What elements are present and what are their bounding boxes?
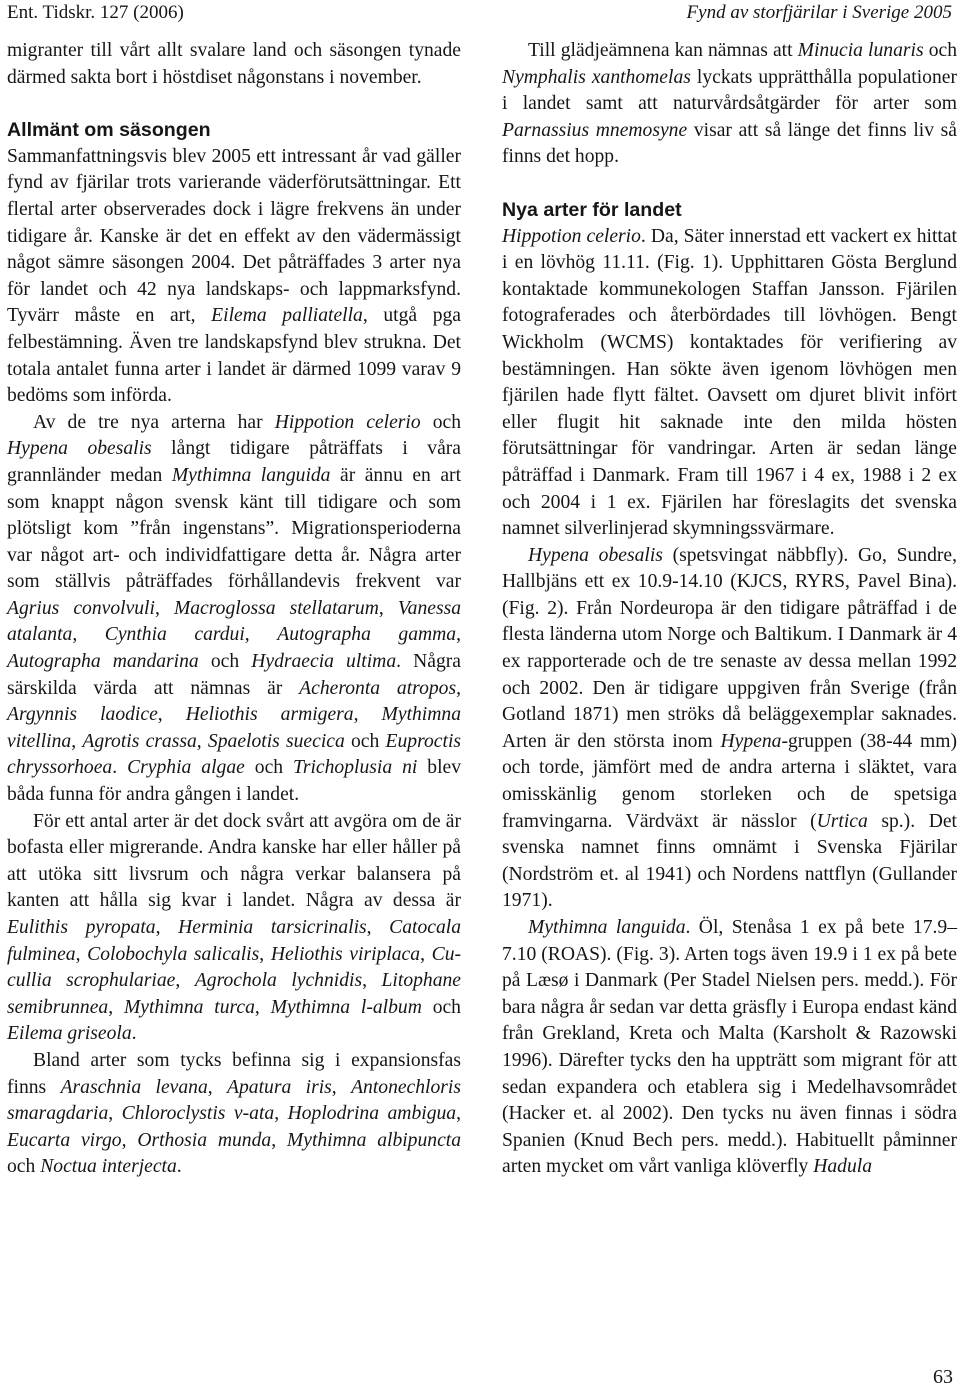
text-run: sp.). Det svenska namnet finns omnämt i Svenska Fjärilar (Nordström et. al 1941) och Nordens nattflyn (Gullander 1971). [502, 810, 957, 912]
paragraph [7, 38, 461, 91]
paragraph [502, 38, 957, 171]
text-run: , [353, 704, 382, 726]
text-run: . [131, 1023, 137, 1045]
species-name: Catocala fulminea [7, 917, 462, 965]
text-run: , [157, 704, 186, 726]
species-name: Hypena obesalis [7, 438, 152, 460]
running-header-title: Fynd av storfjärilar i Sverige 2005 [686, 2, 952, 23]
text-run: . [176, 1156, 182, 1178]
text-run: Till glädjeämnena kan nämnas att [528, 40, 798, 61]
text-run: , [274, 1103, 288, 1125]
species-name: Argynnis laodice [7, 704, 158, 726]
species-name: Agrotis crassa [82, 730, 197, 752]
left-text-column [7, 38, 461, 1181]
species-name: Orthosia munda [137, 1129, 272, 1151]
species-name: Parnassius mnemosyne [502, 119, 688, 141]
text-run: och [344, 730, 386, 752]
text-run: Sammanfattningsvis blev 2005 ett intressant år vad gäller fynd av fjärilar trots varierande väderförutsättningar. Ett flertal arter observerades dock i lägre frekvens än under tidigare år. Kanske är det en effekt av den vädermässigt något sämre säsongen 2004. Det påträffades 3 arter nya för landet och 42 nya landskaps- och lappmarksfynd. Tyvärr måste en art, [7, 145, 461, 327]
species-name: Urtica [816, 810, 868, 832]
species-name: Spaelotis suecica [207, 730, 345, 752]
species-name: Mythimna languida [171, 464, 331, 486]
species-name: Mythimna languida [528, 917, 686, 938]
text-run: , [108, 996, 124, 1018]
species-name: Minucia lunaris [797, 40, 924, 61]
text-run: För ett antal arter är det dock svårt att avgöra om de är bofasta eller migrerande. Andra kanske har eller håller på att utöka sitt livsrum och några verkar balansera på kanten att hålla sig kvar i landet. Några av dessa är [7, 810, 461, 912]
section-heading: Allmänt om säsongen [7, 119, 211, 142]
species-name: Mythimna albipuncta [286, 1129, 462, 1151]
species-name: Heliothis armigera [185, 704, 354, 726]
text-run: långt tidigare påträffats i våra grannländer medan [7, 438, 461, 486]
text-run: , [420, 943, 432, 965]
species-name: Trichoplusia ni [293, 757, 418, 779]
text-run: , [366, 917, 390, 938]
text-run: visar att så länge det finns liv så finns det hopp. [502, 119, 957, 168]
species-name: Apatura iris [227, 1076, 332, 1098]
paragraph [502, 224, 957, 543]
text-run: , [362, 970, 382, 992]
species-name: Macroglossa stellatarum [173, 597, 379, 619]
species-name: Mythimna l-album [270, 996, 422, 1018]
species-name: Antonechloris smaragdaria [7, 1076, 461, 1125]
text-run: lyckats upprätthålla populationer i landet samt att naturvårdsåtgärder för arter som [502, 66, 957, 115]
species-name: Acheronta atropos [299, 677, 457, 699]
species-name: Eucarta virgo [7, 1129, 122, 1151]
text-run: . Några särskilda värda att nämnas är [7, 651, 461, 699]
text-run: , [271, 1129, 287, 1151]
paragraph [7, 144, 461, 410]
species-name: Eilema griseola [7, 1023, 132, 1045]
species-name: Hoplodrina ambigua [287, 1103, 457, 1125]
species-name: Araschnia levana [60, 1076, 208, 1098]
text-run: är ännu en art som knappt någon svensk känt till tidigare och som plötsligt kom ”från ingenstans”. Migrationsperioderna var något art- och individfattigare detta år. Några arter som ställvis påträffades förhållandevis frekvent var [7, 464, 462, 593]
text-run: och [923, 40, 957, 61]
text-run: , [456, 1103, 461, 1125]
species-name: Hippotion celerio [502, 225, 641, 247]
text-run: , [259, 943, 271, 965]
text-run: , [72, 624, 105, 646]
text-run: , [75, 943, 88, 965]
running-header-journal: Ent. Tidskr. 127 (2006) [7, 2, 184, 23]
text-run: . Öl, Stenåsa 1 ex på bete 17.9–7.10 (ROAS). (Fig. 3). Arten togs även 19.9 i 1 ex på bete på Læsø i Danmark (Per Stadel Nielsen pers. medd.). För bara några år sedan var detta gräsfly i Europa endast känd från Grekland, Kreta och Malta (Karsholt & Razowski 1996). Därefter tycks den ha uppträtt som migrant för att sedan expandera och etablera sig i Medelhavsområdet (Hacker et. al 2002). Den tycks nu även finnas i södra Spanien (Knud Bech pers. medd.). Habituellt påminner arten mycket om vårt vanliga klöverfly [502, 917, 957, 1178]
text-run: , [175, 970, 195, 992]
text-run: migranter till vårt allt svalare land och säsongen tynade därmed sakta bort i höstdiset någonstans i november. [7, 40, 461, 88]
paragraph [502, 915, 957, 1181]
text-run: . [112, 757, 128, 779]
text-run: Bland arter som tycks befinna sig i expansionsfas finns [7, 1049, 461, 1098]
species-name: Agrochola lychnidis [194, 970, 363, 992]
text-run: , utgå pga felbestämning. Även tre landskapsfynd blev strukna. Det totala antalet funna arter i landet är därmed 1099 varav 9 bedöms som införda. [7, 305, 461, 407]
species-name: Eulithis pyropata [7, 917, 156, 938]
species-name: Eilema palliatella [211, 305, 363, 327]
text-run: , [378, 597, 398, 619]
text-run: , [154, 597, 174, 619]
species-name: Litophane semibrunnea [7, 970, 461, 1018]
text-run: blev båda funna för andra gången i landet. [7, 757, 462, 806]
species-name: Nymphalis xanthomelas [502, 66, 691, 88]
text-run: , [108, 1103, 122, 1125]
text-run: , [196, 730, 208, 752]
page-number: 63 [933, 1366, 953, 1388]
text-run: och [244, 757, 294, 779]
text-run: (spetsvingat näbbfly). Go, Sundre, Hallbjäns ett ex 10.9-14.10 (KJCS, RYRS, Pavel Bina). (Fig. 2). Från Nordeuropa är den tidigare påträffad i de flesta länderna utom Norge och Baltikum. I Danmark är 4 ex rapporterade och de tre senaste av dessa mellan 1992 och 2002. Den är tidigare uppgiven från Sverige (från Gotland 1871) men ströks då beläggexemplar saknades. Arten är den största inom [502, 544, 958, 752]
text-run: , [456, 624, 462, 646]
text-run: , [207, 1076, 228, 1098]
text-run: , [244, 624, 278, 646]
species-name: Mythimna vitellina [7, 704, 461, 752]
species-name: Mythimna turca [123, 996, 255, 1018]
species-name: Cynthia cardui [104, 624, 245, 646]
species-name: Chloroclystis v-ata [121, 1103, 275, 1125]
text-run: och [420, 411, 462, 433]
paragraph [7, 1048, 461, 1181]
text-run: , [331, 1076, 352, 1098]
species-name: Hypena [720, 730, 782, 752]
species-name: Herminia tarsicrinalis [178, 917, 367, 938]
species-name: Vanessa atalanta [7, 597, 462, 646]
species-name: Hippotion celerio [274, 411, 421, 433]
text-run: , [456, 677, 461, 699]
species-name: Hypena obesalis [528, 544, 663, 566]
species-name: Euproctis chryssorhoea [7, 730, 462, 779]
species-name: Cucullia scrophulariae [7, 943, 462, 992]
text-run: , [155, 917, 179, 938]
paragraph [502, 543, 957, 915]
species-name: Colobochyla salicalis [87, 943, 260, 965]
paragraph [7, 410, 461, 809]
species-name: Noctua interjecta [40, 1156, 177, 1178]
species-name: Hydraecia ultima [251, 651, 397, 673]
species-name: Agrius convolvuli [7, 597, 155, 619]
section-heading: Nya arter för landet [502, 198, 682, 221]
text-run: och [7, 1156, 41, 1178]
species-name: Cryphia algae [127, 757, 245, 779]
text-run: och [421, 996, 461, 1018]
text-run: och [198, 651, 252, 673]
text-run: , [71, 730, 83, 752]
paragraph [7, 809, 461, 1048]
right-text-column [502, 38, 957, 1181]
text-run: Av de tre nya arterna har [33, 411, 275, 433]
text-run: -gruppen (38-44 mm) och torde, jämfört med de andra arterna i släktet, vara omisskänlig genom storleken och de spetsiga framvingarna. Värdväxt är nässlor ( [502, 730, 957, 832]
species-name: Heliothis viriplaca [270, 943, 421, 965]
species-name: Autographa mandarina [7, 651, 199, 673]
text-run: , [121, 1129, 138, 1151]
text-run: , [254, 996, 271, 1018]
species-name: Hadula [813, 1156, 872, 1178]
text-run: . Da, Säter innerstad ett vackert ex hittat i en lövhög 11.11. (Fig. 1). Upphittaren Gösta Berglund kontaktade kommunekologen Staffan Jansson. Fjärilen fotograferades och återbördades till lövhögen. Bengt Wickholm (WCMS) kontaktades för verifiering av bestämningen. Han sökte även igenom lövhögen men fjärilen hade flytt fältet. Oavsett om djuret blivit infört eller flugit hit saknade inte den milda hösten förutsättningar för vandringar. Arten är sedan länge påträffad i Danmark. Fram till 1967 i 4 ex, 1988 i 2 ex och 2004 i 1 ex. Fjärilen har föreslagits det svenska namnet silverlinjerad skymningssvärmare. [502, 225, 957, 540]
species-name: Autographa gamma [277, 624, 457, 646]
